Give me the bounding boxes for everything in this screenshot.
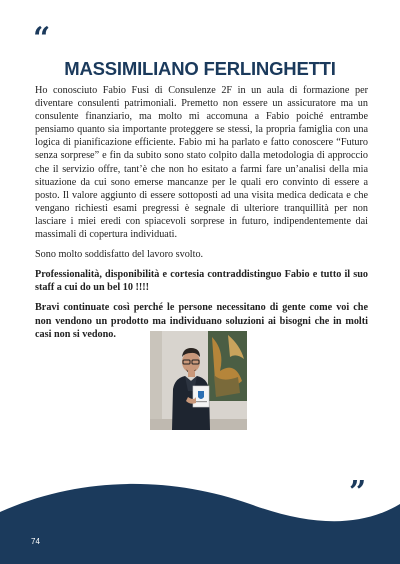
footer-wave (0, 470, 400, 564)
author-photo (150, 331, 247, 430)
open-quote-mark: “ (33, 21, 51, 56)
testimonial-paragraph: Ho conosciuto Fabio Fusi di Consulenze 2F in un aula di formazione per diventare consulenti patrimoniali. Premetto non essere un assicuratore ma un consulente finanziario, ma molto mi accomuna a Fabio poiché entrambe pensiamo quanto sia importante proteggere se stessi, la propria famiglia con una logica di pianificazione efficiente. Fabio mi ha parlato e fatto conoscere “Futuro senza sorprese” e fin da subito sono stato colpito dalla metodologia di approccio che il servizio offre, tant’è che non ho esitato a farmi fare un’analisi della mia situazione da cui sono emerse mancanze per le quali ero convinto di essere a posto. Il valore aggiunto di essere sottoposti ad una visita medica dedicata e che vengano richiesti esami pregressi è segnale di ulteriore tranquillità per non lasciare i miei eredi con spiacevoli sorprese in futuro, indipendentemente dai massimali di copertura individuati. (35, 85, 368, 241)
testimonial-paragraph: Sono molto soddisfatto del lavoro svolto. (35, 249, 204, 261)
close-quote-mark: ” (349, 475, 367, 510)
testimonial-author-name: MASSIMILIANO FERLINGHETTI (64, 58, 336, 79)
testimonial-paragraph: Professionalità, disponibilità e cortesia contraddistinguo Fabio e tutto il suo staff a cui do un bel 10 !!!! (35, 269, 368, 294)
testimonial-body (35, 84, 368, 348)
page-number: 74 (31, 537, 40, 546)
testimonial-paragraph: Bravi continuate così perché le persone necessitano di gente come voi che non vendono un prodotto ma individuano soluzioni ai bisogni che in molti casi non si vedono. (35, 302, 368, 340)
